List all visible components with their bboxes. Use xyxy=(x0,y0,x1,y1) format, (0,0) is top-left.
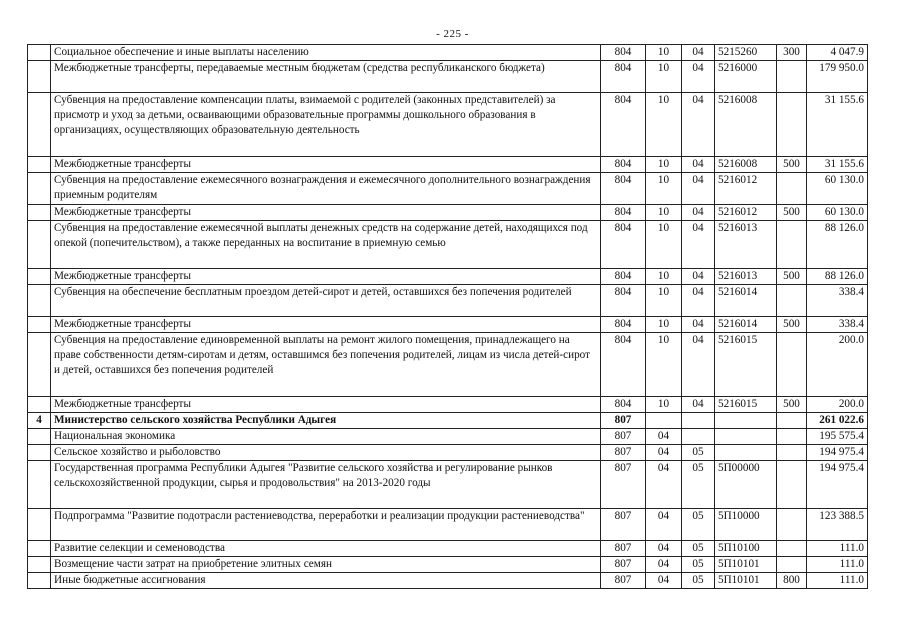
amount-cell: 111.0 xyxy=(807,573,868,589)
amount-cell: 4 047.9 xyxy=(807,45,868,61)
section-code-cell: 10 xyxy=(646,317,682,333)
section-code-cell: 10 xyxy=(646,205,682,221)
amount-cell: 338.4 xyxy=(807,317,868,333)
table-row xyxy=(28,557,868,573)
department-code-cell: 807 xyxy=(601,541,646,557)
target-article-cell: 5216015 xyxy=(715,397,777,413)
row-index-cell xyxy=(28,93,51,157)
page-number: - 225 - xyxy=(436,28,469,40)
amount-cell: 261 022.6 xyxy=(807,413,868,429)
table-row xyxy=(28,397,868,413)
target-article-cell: 5216012 xyxy=(715,173,777,205)
subsection-code-cell: 04 xyxy=(682,45,715,61)
department-code-cell: 807 xyxy=(601,557,646,573)
expense-type-cell: 500 xyxy=(777,397,807,413)
table-row xyxy=(28,45,868,61)
item-name-cell: Межбюджетные трансферты xyxy=(51,269,601,285)
expense-type-cell xyxy=(777,429,807,445)
department-code-cell: 807 xyxy=(601,573,646,589)
section-code-cell: 10 xyxy=(646,269,682,285)
section-code-cell: 04 xyxy=(646,509,682,541)
target-article-cell: 5216013 xyxy=(715,221,777,269)
row-index-cell xyxy=(28,269,51,285)
section-code-cell: 10 xyxy=(646,157,682,173)
expense-type-cell xyxy=(777,509,807,541)
row-index-cell xyxy=(28,429,51,445)
expense-type-cell xyxy=(777,173,807,205)
item-name-cell: Социальное обеспечение и иные выплаты населению xyxy=(51,45,601,61)
subsection-code-cell: 05 xyxy=(682,573,715,589)
expense-type-cell xyxy=(777,93,807,157)
item-name-cell: Субвенция на предоставление компенсации платы, взимаемой с родителей (законных представителей) за присмотр и уход за детьми, осваивающими образовательные программы дошкольного образования в организациях, осуществляющих образовательную деятельность xyxy=(51,93,601,157)
amount-cell: 195 575.4 xyxy=(807,429,868,445)
item-name-cell: Субвенция на предоставление ежемесячной выплаты денежных средств на содержание детей, находящихся под опекой (попечительством), а также переданных на воспитание в приемную семью xyxy=(51,221,601,269)
section-code-cell: 10 xyxy=(646,285,682,317)
subsection-code-cell: 04 xyxy=(682,61,715,93)
amount-cell: 60 130.0 xyxy=(807,173,868,205)
row-index-cell xyxy=(28,557,51,573)
amount-cell: 179 950.0 xyxy=(807,61,868,93)
target-article-cell xyxy=(715,413,777,429)
target-article-cell: 5П00000 xyxy=(715,461,777,509)
item-name-cell: Межбюджетные трансферты xyxy=(51,157,601,173)
table-row xyxy=(28,461,868,509)
section-code-cell: 04 xyxy=(646,461,682,509)
table-row xyxy=(28,573,868,589)
item-name-cell: Государственная программа Республики Адыгея "Развитие сельского хозяйства и регулирование рынков сельскохозяйственной продукции, сырья и продовольствия" на 2013-2020 годы xyxy=(51,461,601,509)
expense-type-cell: 500 xyxy=(777,269,807,285)
target-article-cell: 5216014 xyxy=(715,285,777,317)
row-index-cell xyxy=(28,573,51,589)
row-index-cell: 4 xyxy=(28,413,51,429)
row-index-cell xyxy=(28,509,51,541)
department-code-cell: 804 xyxy=(601,93,646,157)
expense-type-cell: 500 xyxy=(777,317,807,333)
row-index-cell xyxy=(28,317,51,333)
table-row xyxy=(28,221,868,269)
target-article-cell: 5П10100 xyxy=(715,541,777,557)
item-name-cell: Межбюджетные трансферты, передаваемые местным бюджетам (средства республиканского бюджета) xyxy=(51,61,601,93)
item-name-cell: Национальная экономика xyxy=(51,429,601,445)
target-article-cell: 5216000 xyxy=(715,61,777,93)
section-code-cell: 04 xyxy=(646,557,682,573)
subsection-code-cell: 04 xyxy=(682,269,715,285)
expense-type-cell xyxy=(777,413,807,429)
expense-type-cell: 300 xyxy=(777,45,807,61)
target-article-cell: 5П10101 xyxy=(715,573,777,589)
department-code-cell: 804 xyxy=(601,221,646,269)
row-index-cell xyxy=(28,205,51,221)
table-row xyxy=(28,333,868,397)
expense-type-cell xyxy=(777,445,807,461)
expense-type-cell xyxy=(777,461,807,509)
department-code-cell: 804 xyxy=(601,173,646,205)
table-row xyxy=(28,509,868,541)
expense-type-cell xyxy=(777,61,807,93)
section-code-cell: 10 xyxy=(646,45,682,61)
department-code-cell: 804 xyxy=(601,157,646,173)
target-article-cell xyxy=(715,445,777,461)
table-row xyxy=(28,173,868,205)
subsection-code-cell xyxy=(682,429,715,445)
amount-cell: 88 126.0 xyxy=(807,269,868,285)
subsection-code-cell: 04 xyxy=(682,317,715,333)
subsection-code-cell: 04 xyxy=(682,205,715,221)
item-name-cell: Межбюджетные трансферты xyxy=(51,205,601,221)
section-code-cell: 04 xyxy=(646,445,682,461)
amount-cell: 111.0 xyxy=(807,557,868,573)
section-code-cell: 10 xyxy=(646,93,682,157)
department-code-cell: 804 xyxy=(601,205,646,221)
subsection-code-cell: 05 xyxy=(682,445,715,461)
subsection-code-cell: 05 xyxy=(682,461,715,509)
item-name-cell: Межбюджетные трансферты xyxy=(51,317,601,333)
row-index-cell xyxy=(28,445,51,461)
row-index-cell xyxy=(28,173,51,205)
item-name-cell: Развитие селекции и семеноводства xyxy=(51,541,601,557)
department-code-cell: 804 xyxy=(601,269,646,285)
section-code-cell: 10 xyxy=(646,221,682,269)
table-row xyxy=(28,541,868,557)
expense-type-cell: 800 xyxy=(777,573,807,589)
subsection-code-cell: 04 xyxy=(682,397,715,413)
table-row xyxy=(28,429,868,445)
amount-cell: 338.4 xyxy=(807,285,868,317)
item-name-cell: Субвенция на предоставление ежемесячного вознаграждения и ежемесячного дополнительного вознаграждения приемным родителям xyxy=(51,173,601,205)
item-name-cell: Подпрограмма "Развитие подотрасли растениеводства, переработки и реализации продукции растениеводства" xyxy=(51,509,601,541)
row-index-cell xyxy=(28,461,51,509)
section-code-cell: 10 xyxy=(646,173,682,205)
subsection-code-cell: 04 xyxy=(682,157,715,173)
section-code-cell: 04 xyxy=(646,573,682,589)
row-index-cell xyxy=(28,45,51,61)
subsection-code-cell: 04 xyxy=(682,333,715,397)
amount-cell: 200.0 xyxy=(807,333,868,397)
item-name-cell: Возмещение части затрат на приобретение элитных семян xyxy=(51,557,601,573)
expense-type-cell: 500 xyxy=(777,205,807,221)
subsection-code-cell: 05 xyxy=(682,509,715,541)
row-index-cell xyxy=(28,541,51,557)
subsection-code-cell: 04 xyxy=(682,173,715,205)
row-index-cell xyxy=(28,61,51,93)
department-code-cell: 807 xyxy=(601,445,646,461)
department-code-cell: 804 xyxy=(601,61,646,93)
table-row xyxy=(28,413,868,429)
item-name-cell: Межбюджетные трансферты xyxy=(51,397,601,413)
amount-cell: 200.0 xyxy=(807,397,868,413)
target-article-cell: 5216013 xyxy=(715,269,777,285)
amount-cell: 123 388.5 xyxy=(807,509,868,541)
item-name-cell: Иные бюджетные ассигнования xyxy=(51,573,601,589)
table-row xyxy=(28,157,868,173)
item-name-cell: Сельское хозяйство и рыболовство xyxy=(51,445,601,461)
amount-cell: 60 130.0 xyxy=(807,205,868,221)
target-article-cell: 5216014 xyxy=(715,317,777,333)
section-code-cell: 04 xyxy=(646,429,682,445)
target-article-cell: 5216008 xyxy=(715,157,777,173)
row-index-cell xyxy=(28,157,51,173)
table-row xyxy=(28,61,868,93)
row-index-cell xyxy=(28,221,51,269)
expense-type-cell xyxy=(777,333,807,397)
subsection-code-cell: 04 xyxy=(682,221,715,269)
row-index-cell xyxy=(28,333,51,397)
target-article-cell: 5П10000 xyxy=(715,509,777,541)
item-name-cell: Субвенция на предоставление единовременной выплаты на ремонт жилого помещения, принадлежащего на праве собственности детям-сиротам и детям, оставшимся без попечения родителей, лицам из числа детей-сирот и детей, оставшихся без попечения родителей xyxy=(51,333,601,397)
department-code-cell: 804 xyxy=(601,397,646,413)
department-code-cell: 807 xyxy=(601,461,646,509)
department-code-cell: 804 xyxy=(601,285,646,317)
table-row xyxy=(28,93,868,157)
department-code-cell: 804 xyxy=(601,45,646,61)
amount-cell: 194 975.4 xyxy=(807,461,868,509)
subsection-code-cell: 04 xyxy=(682,93,715,157)
subsection-code-cell: 04 xyxy=(682,285,715,317)
amount-cell: 88 126.0 xyxy=(807,221,868,269)
target-article-cell: 5215260 xyxy=(715,45,777,61)
section-code-cell: 10 xyxy=(646,333,682,397)
amount-cell: 194 975.4 xyxy=(807,445,868,461)
expense-type-cell xyxy=(777,557,807,573)
section-code-cell xyxy=(646,413,682,429)
row-index-cell xyxy=(28,285,51,317)
expense-type-cell: 500 xyxy=(777,157,807,173)
amount-cell: 111.0 xyxy=(807,541,868,557)
target-article-cell: 5П10101 xyxy=(715,557,777,573)
item-name-cell: Министерство сельского хозяйства Республики Адыгея xyxy=(51,413,601,429)
section-code-cell: 04 xyxy=(646,541,682,557)
table-row xyxy=(28,205,868,221)
expense-type-cell xyxy=(777,541,807,557)
amount-cell: 31 155.6 xyxy=(807,157,868,173)
target-article-cell xyxy=(715,429,777,445)
department-code-cell: 804 xyxy=(601,317,646,333)
expense-type-cell xyxy=(777,285,807,317)
subsection-code-cell: 05 xyxy=(682,541,715,557)
target-article-cell: 5216012 xyxy=(715,205,777,221)
department-code-cell: 807 xyxy=(601,509,646,541)
subsection-code-cell: 05 xyxy=(682,557,715,573)
amount-cell: 31 155.6 xyxy=(807,93,868,157)
table-row xyxy=(28,285,868,317)
table-row xyxy=(28,317,868,333)
table-row xyxy=(28,269,868,285)
row-index-cell xyxy=(28,397,51,413)
department-code-cell: 807 xyxy=(601,429,646,445)
expense-type-cell xyxy=(777,221,807,269)
table-row xyxy=(28,445,868,461)
subsection-code-cell xyxy=(682,413,715,429)
item-name-cell: Субвенция на обеспечение бесплатным проездом детей-сирот и детей, оставшихся без попечения родителей xyxy=(51,285,601,317)
department-code-cell: 807 xyxy=(601,413,646,429)
section-code-cell: 10 xyxy=(646,397,682,413)
budget-table xyxy=(27,44,868,589)
department-code-cell: 804 xyxy=(601,333,646,397)
target-article-cell: 5216015 xyxy=(715,333,777,397)
target-article-cell: 5216008 xyxy=(715,93,777,157)
section-code-cell: 10 xyxy=(646,61,682,93)
